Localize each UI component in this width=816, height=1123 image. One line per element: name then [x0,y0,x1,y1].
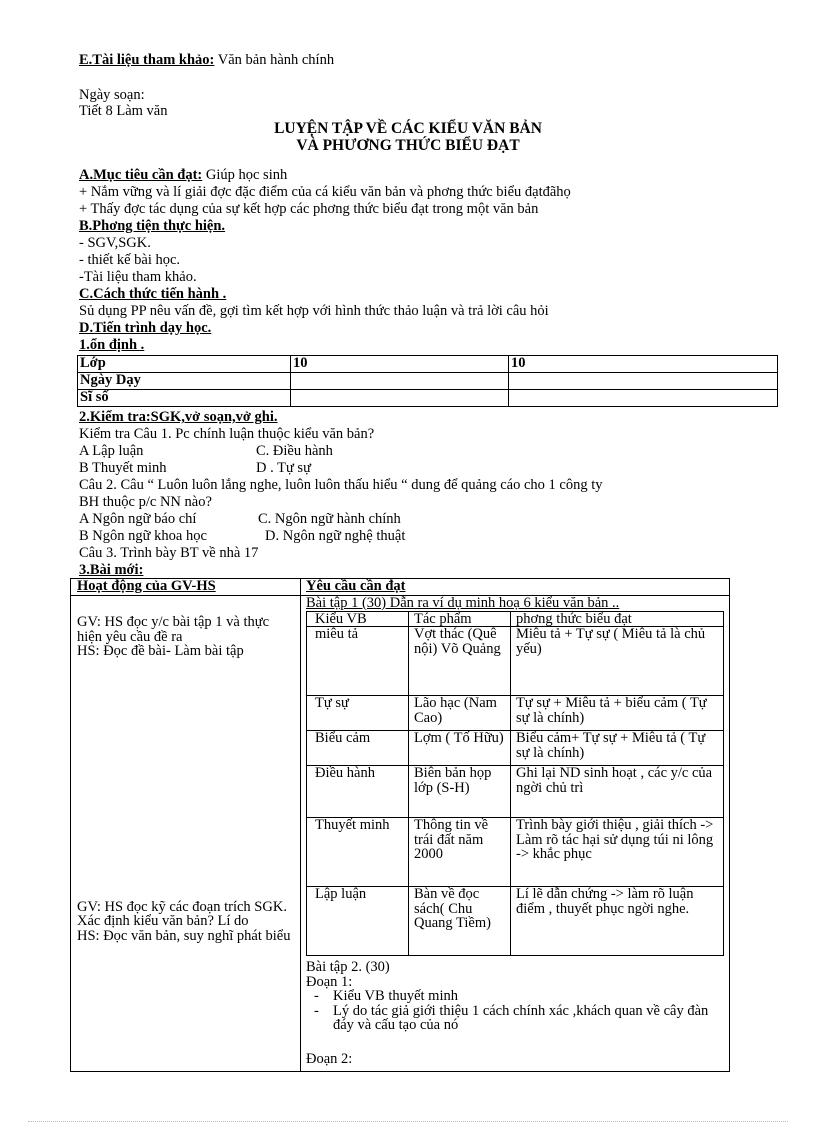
table-cell: Biểu cảm [307,731,409,766]
paragraph-1-list [306,989,724,1033]
q2-option-d: D. Ngôn ngữ nghệ thuật [265,528,406,544]
exercise-1-title: Bài tập 1 (30) Dẫn ra ví dụ minh hoạ 6 kiểu văn bản .. [306,595,620,611]
question-2-line-2: BH thuộc p/c NN nào? [79,494,212,510]
text-types-table [306,611,724,957]
reference-label: E.Tài liệu tham khảo: [79,52,215,68]
teacher-student-column-header: Hoạt động của GV-HS [71,579,301,596]
gv-instruction-1: GV: HS đọc y/c bài tập 1 và thực hiện yêu cầu đề ra [77,614,270,645]
q1-option-a: A Lập luận [79,443,144,459]
list-item: - Kiểu VB thuyết minh [306,989,724,1004]
table-header-cell: phơng thức biểu đạt [511,611,724,627]
table-row [78,356,778,373]
section-d-heading: D.Tiến trình dạy học. [79,320,212,336]
table-row [307,627,724,696]
list-item: - Lý do tác giả giới thiệu 1 cách chính xác ,khách quan về cây đàn đáy và cấu tạo của nó [306,1004,724,1033]
table-cell: Lợm ( Tố Hữu) [409,731,511,766]
objective-line-1: + Nắm vững và lí giải đợc đặc điểm của cá kiểu văn bản và phơng thức biểu đạtđãhọ [79,184,571,200]
table-cell [509,390,778,407]
table-cell: Tự sự [307,696,409,731]
objective-line-2: + Thấy đợc tác dụng của sự kết hợp các phơng thức biểu đạt trong một văn bản [79,201,539,217]
table-cell: Thuyết minh [307,818,409,887]
table-cell: Điều hành [307,766,409,818]
table-cell: Lão hạc (Nam Cao) [409,696,511,731]
table-cell [509,373,778,390]
class-info-table [77,355,778,407]
table-cell: Trình bày giới thiệu , giải thích -> Làm rõ tác hại sử dụng túi ni lông -> khắc phục [511,818,724,887]
table-header-cell: Kiểu VB [307,611,409,627]
step-3-heading: 3.Bài mới: [79,562,144,578]
paragraph-2-label: Đoạn 2: [306,1050,353,1067]
table-cell: Bàn về đọc sách( Chu Quang Tiềm) [409,887,511,956]
requirements-column-header: Yêu cầu cần đạt [301,579,730,596]
step-1-heading: 1.ổn định . [79,337,145,353]
table-row [307,696,724,731]
table-header-row [71,579,730,596]
gv-instruction-2: GV: HS đọc kỹ các đoạn trích SGK. Xác định kiểu văn bản? Lí do [77,898,287,929]
lesson-line: Tiết 8 Làm văn [79,103,168,119]
section-a-label: A.Mục tiêu cần đạt: [79,167,203,183]
table-cell: Miêu tả + Tự sự ( Miêu tả là chủ yếu) [511,627,724,696]
requirements-cell [301,596,730,1072]
materials-item: - thiết kế bài học. [79,252,181,268]
table-cell: Lớp [78,356,291,373]
page-bottom-divider [28,1121,788,1122]
table-cell: Ngày Dạy [78,373,291,390]
table-cell: Vợt thác (Quê nội) Võ Quảng [409,627,511,696]
table-cell: miêu tả [307,627,409,696]
table-cell: 10 [291,356,509,373]
section-a-value: Giúp học sinh [202,167,288,183]
q2-option-c: C. Ngôn ngữ hành chính [258,511,401,527]
materials-item: -Tài liệu tham khảo. [79,269,197,285]
date-line: Ngày soạn: [79,87,145,103]
table-row [307,766,724,818]
section-a-heading [79,168,287,183]
table-cell: Ghi lại ND sinh hoạt , các y/c của ngời chủ trì [511,766,724,818]
table-cell: Thông tin về trái đất năm 2000 [409,818,511,887]
table-cell: 10 [509,356,778,373]
page-title-line-1: LUYỆN TẬP VỀ CÁC KIỂU VĂN BẢN [274,120,542,137]
table-row [307,887,724,956]
q1-option-c: C. Điều hành [256,443,333,459]
section-b-heading: B.Phơng tiện thực hiện. [79,218,226,234]
table-cell [291,373,509,390]
reference-line [79,53,334,68]
paragraph-1-label: Đoạn 1: [306,973,353,990]
q1-option-b: B Thuyết minh [79,460,167,476]
table-row [307,731,724,766]
table-header-cell: Tác phẩm [409,611,511,627]
method-line: Sủ dụng PP nêu vấn đề, gợi tìm kết hợp với hình thức thảo luận và trả lời câu hỏi [79,303,549,319]
section-c-heading: C.Cách thức tiến hành . [79,286,227,302]
table-row [307,611,724,627]
q1-option-d: D . Tự sự [256,460,311,476]
table-row [78,390,778,407]
step-2-heading: 2.Kiểm tra:SGK,vở soạn,vở ghi. [79,409,278,425]
table-cell: Lí lẽ dẫn chứng -> làm rõ luận điểm , thuyết phục ngời nghe. [511,887,724,956]
q2-option-a: A Ngôn ngữ báo chí [79,511,197,527]
materials-item: - SGV,SGK. [79,235,151,251]
exercise-2-title: Bài tập 2. (30) [306,959,390,975]
table-row [78,373,778,390]
question-3: Câu 3. Trình bày BT về nhà 17 [79,545,259,561]
table-cell: Biên bản họp lớp (S-H) [409,766,511,818]
hs-response-2: HS: Đọc văn bản, suy nghĩ phát biểu [77,927,291,944]
q2-option-b: B Ngôn ngữ khoa học [79,528,207,544]
table-cell: Tự sự + Miêu tả + biểu cảm ( Tự sự là chính) [511,696,724,731]
reference-value: Văn bản hành chính [214,52,335,68]
hs-response-1: HS: Đọc đề bài- Làm bài tập [77,643,244,659]
question-2-line-1: Câu 2. Câu “ Luôn luôn lắng nghe, luôn luôn thấu hiểu “ dung để quảng cáo cho 1 công ty [79,477,603,493]
table-cell [291,390,509,407]
activity-cell [71,596,301,1072]
question-1: Kiểm tra Câu 1. Pc chính luận thuộc kiểu văn bản? [79,426,375,442]
table-cell: Sĩ số [78,390,291,407]
page-title-line-2: VÀ PHƯƠNG THỨC BIỂU ĐẠT [296,137,520,154]
table-row [71,596,730,1072]
table-cell: Biểu cảm+ Tự sự + Miêu tả ( Tự sự là chính) [511,731,724,766]
table-cell: Lập luận [307,887,409,956]
lesson-activity-table [70,578,730,1072]
table-row [307,818,724,887]
